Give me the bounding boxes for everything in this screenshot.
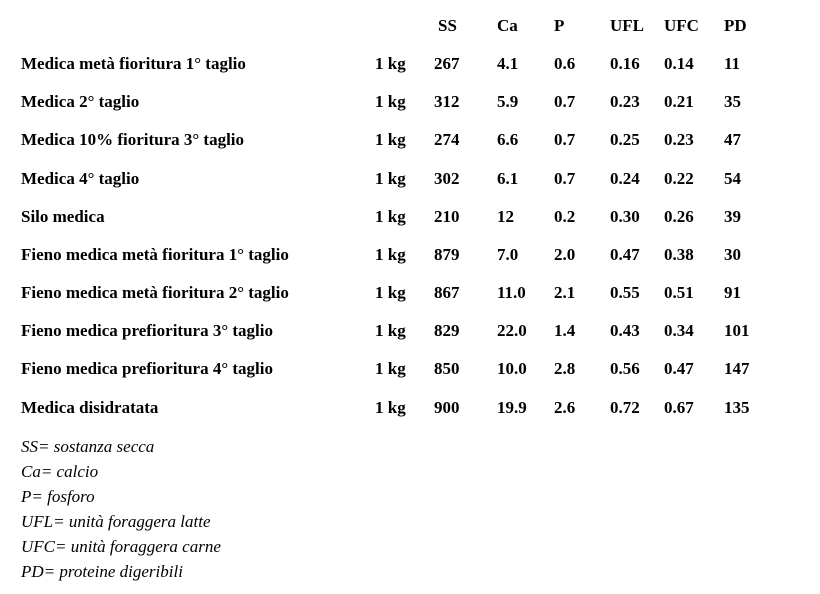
row-quantity: 1 kg (375, 92, 406, 111)
row-value-pd: 30 (724, 245, 741, 264)
row-value-ca: 4.1 (497, 54, 519, 73)
row-value-ufc: 0.23 (664, 130, 694, 149)
row-value-ufl: 0.30 (610, 207, 640, 226)
row-value-p: 2.6 (554, 398, 576, 417)
row-value-ufc: 0.34 (664, 321, 694, 340)
row-value-pd: 54 (724, 169, 741, 188)
row-value-ufl: 0.43 (610, 321, 640, 340)
row-feed-name: Medica 2° taglio (21, 92, 140, 111)
row-value-ss: 867 (434, 283, 460, 302)
row-value-ss: 302 (434, 169, 460, 188)
row-quantity: 1 kg (375, 321, 406, 340)
column-header-ufl: UFL (610, 16, 644, 35)
row-value-p: 2.8 (554, 359, 576, 378)
row-value-ufc: 0.21 (664, 92, 694, 111)
row-value-ufc: 0.67 (664, 398, 694, 417)
row-feed-name: Silo medica (21, 207, 105, 226)
row-quantity: 1 kg (375, 169, 406, 188)
column-header-pd: PD (724, 16, 747, 35)
row-value-ca: 12 (497, 207, 514, 226)
row-value-pd: 39 (724, 207, 741, 226)
row-feed-name: Medica 10% fioritura 3° taglio (21, 130, 245, 149)
row-quantity: 1 kg (375, 245, 406, 264)
legend-line: UFL= unità foraggera latte (21, 512, 211, 531)
row-value-pd: 11 (724, 54, 741, 73)
row-value-pd: 101 (724, 321, 750, 340)
row-value-ss: 879 (434, 245, 460, 264)
row-value-ufc: 0.26 (664, 207, 694, 226)
row-value-ufl: 0.25 (610, 130, 640, 149)
row-value-p: 0.6 (554, 54, 576, 73)
legend-line: SS= sostanza secca (21, 437, 155, 456)
row-value-ufl: 0.47 (610, 245, 640, 264)
row-value-ss: 312 (434, 92, 460, 111)
row-value-ufc: 0.47 (664, 359, 694, 378)
row-value-ca: 11.0 (497, 283, 526, 302)
abbreviation-legend (21, 434, 221, 584)
row-quantity: 1 kg (375, 398, 406, 417)
row-feed-name: Medica disidratata (21, 398, 159, 417)
row-value-p: 0.2 (554, 207, 576, 226)
row-quantity: 1 kg (375, 283, 406, 302)
row-value-p: 2.1 (554, 283, 576, 302)
row-value-p: 0.7 (554, 130, 576, 149)
row-value-ss: 850 (434, 359, 460, 378)
row-value-ufl: 0.55 (610, 283, 640, 302)
row-value-ca: 22.0 (497, 321, 527, 340)
row-quantity: 1 kg (375, 359, 406, 378)
column-header-ca: Ca (497, 16, 518, 35)
column-header-ss: SS (438, 16, 457, 35)
row-value-p: 1.4 (554, 321, 576, 340)
row-value-pd: 47 (724, 130, 741, 149)
legend-line: UFC= unità foraggera carne (21, 537, 221, 556)
row-value-ufc: 0.22 (664, 169, 694, 188)
legend-line: PD= proteine digeribili (21, 562, 183, 581)
row-value-ca: 10.0 (497, 359, 527, 378)
row-feed-name: Medica metà fioritura 1° taglio (21, 54, 246, 73)
row-value-ca: 5.9 (497, 92, 519, 111)
legend-line: P= fosforo (21, 487, 95, 506)
row-value-pd: 35 (724, 92, 741, 111)
row-feed-name: Medica 4° taglio (21, 169, 140, 188)
column-header-p: P (554, 16, 565, 35)
row-value-p: 0.7 (554, 92, 576, 111)
row-value-ufl: 0.72 (610, 398, 640, 417)
row-value-pd: 91 (724, 283, 741, 302)
row-value-ufl: 0.56 (610, 359, 640, 378)
row-value-ca: 6.6 (497, 130, 519, 149)
row-value-ufl: 0.16 (610, 54, 640, 73)
row-feed-name: Fieno medica metà fioritura 1° taglio (21, 245, 289, 264)
row-value-ca: 19.9 (497, 398, 527, 417)
row-quantity: 1 kg (375, 130, 406, 149)
row-value-ufc: 0.14 (664, 54, 694, 73)
row-value-ufl: 0.24 (610, 169, 640, 188)
row-value-pd: 135 (724, 398, 750, 417)
row-value-ufl: 0.23 (610, 92, 640, 111)
row-value-p: 0.7 (554, 169, 576, 188)
row-value-ss: 900 (434, 398, 460, 417)
row-value-ss: 267 (434, 54, 460, 73)
row-value-ca: 6.1 (497, 169, 519, 188)
row-quantity: 1 kg (375, 207, 406, 226)
row-feed-name: Fieno medica prefioritura 4° taglio (21, 359, 273, 378)
row-value-p: 2.0 (554, 245, 576, 264)
row-value-ss: 274 (434, 130, 460, 149)
row-value-ss: 210 (434, 207, 460, 226)
row-value-ca: 7.0 (497, 245, 519, 264)
row-value-ss: 829 (434, 321, 460, 340)
row-value-ufc: 0.38 (664, 245, 694, 264)
row-feed-name: Fieno medica prefioritura 3° taglio (21, 321, 273, 340)
row-value-ufc: 0.51 (664, 283, 694, 302)
column-header-ufc: UFC (664, 16, 699, 35)
legend-line: Ca= calcio (21, 462, 99, 481)
row-feed-name: Fieno medica metà fioritura 2° taglio (21, 283, 289, 302)
row-quantity: 1 kg (375, 54, 406, 73)
row-value-pd: 147 (724, 359, 750, 378)
